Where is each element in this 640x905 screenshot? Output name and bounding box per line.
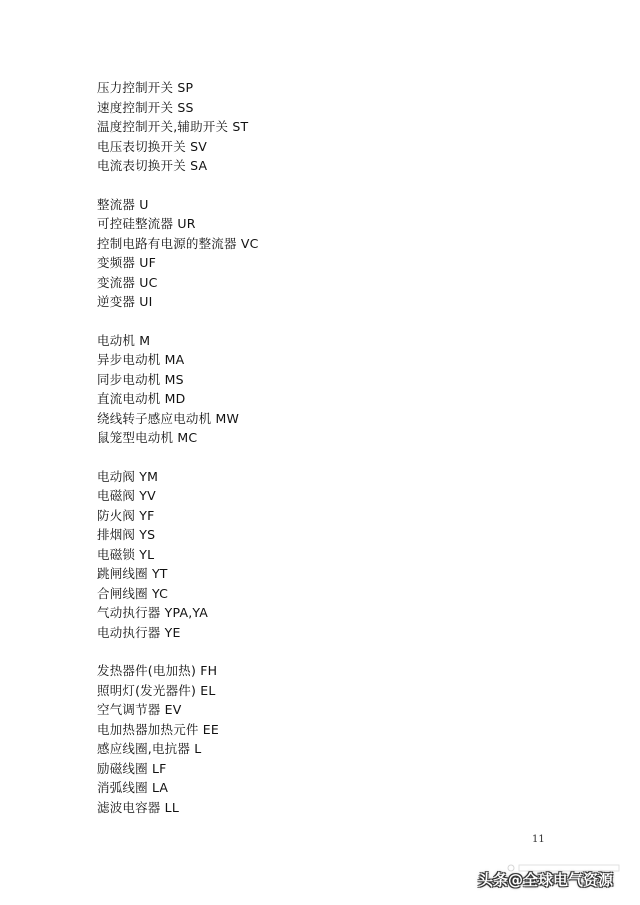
symbol-line: 绕线转子感应电动机 MW: [97, 410, 240, 426]
symbol-line: 发热器件(电加热) FH: [97, 663, 218, 678]
symbol-group: [97, 195, 259, 312]
symbol-line: 防火阀 YF: [97, 507, 155, 523]
symbol-line: 压力控制开关 SP: [97, 80, 194, 95]
symbol-line: 感应线圈,电抗器 L: [97, 741, 202, 756]
symbol-line: 逆变器 UI: [97, 294, 153, 309]
symbol-line: 滤波电容器 LL: [97, 799, 180, 815]
symbol-line: 励磁线圈 LF: [97, 760, 167, 776]
symbol-line: 鼠笼型电动机 MC: [97, 430, 198, 445]
symbol-line: 速度控制开关 SS: [97, 99, 194, 115]
symbol-line: 直流电动机 MD: [97, 391, 186, 406]
symbol-line: 电磁锁 YL: [97, 546, 155, 562]
symbol-line: 消弧线圈 LA: [97, 780, 169, 795]
symbol-line: 整流器 U: [97, 196, 149, 212]
symbol-line: 电动执行器 YE: [97, 624, 181, 640]
symbol-line: 合闸线圈 YC: [97, 585, 169, 601]
symbol-group: [97, 78, 259, 176]
symbol-line: 变频器 UF: [97, 255, 157, 270]
symbol-group: [97, 331, 259, 448]
symbol-line: 电磁阀 YV: [97, 488, 156, 503]
symbol-line: 电压表切换开关 SV: [97, 138, 207, 154]
symbol-line: 电动机 M: [97, 332, 151, 348]
symbol-line: 排烟阀 YS: [97, 527, 156, 542]
symbol-line: 空气调节器 EV: [97, 702, 182, 717]
symbol-group: [97, 467, 259, 643]
symbol-line: 可控硅整流器 UR: [97, 216, 196, 231]
symbol-line: 温度控制开关,辅助开关 ST: [97, 119, 249, 134]
watermark-text: 头条@全球电气资源: [478, 871, 614, 889]
symbol-line: 同步电动机 MS: [97, 371, 184, 387]
symbol-line: 控制电路有电源的整流器 VC: [97, 235, 259, 251]
symbol-line: 电加热器加热元件 EE: [97, 721, 219, 737]
symbol-line: 变流器 UC: [97, 274, 158, 290]
symbol-line: 电流表切换开关 SA: [97, 158, 208, 173]
symbol-line: 异步电动机 MA: [97, 352, 185, 367]
symbol-line: 电动阀 YM: [97, 468, 159, 484]
symbol-line: 跳闸线圈 YT: [97, 566, 168, 581]
symbol-list: [97, 78, 259, 836]
symbol-line: 气动执行器 YPA,YA: [97, 605, 208, 620]
source-watermark: [478, 869, 613, 890]
page-number: 11: [532, 834, 545, 845]
symbol-group: [97, 661, 259, 817]
symbol-line: 照明灯(发光器件) EL: [97, 682, 216, 698]
